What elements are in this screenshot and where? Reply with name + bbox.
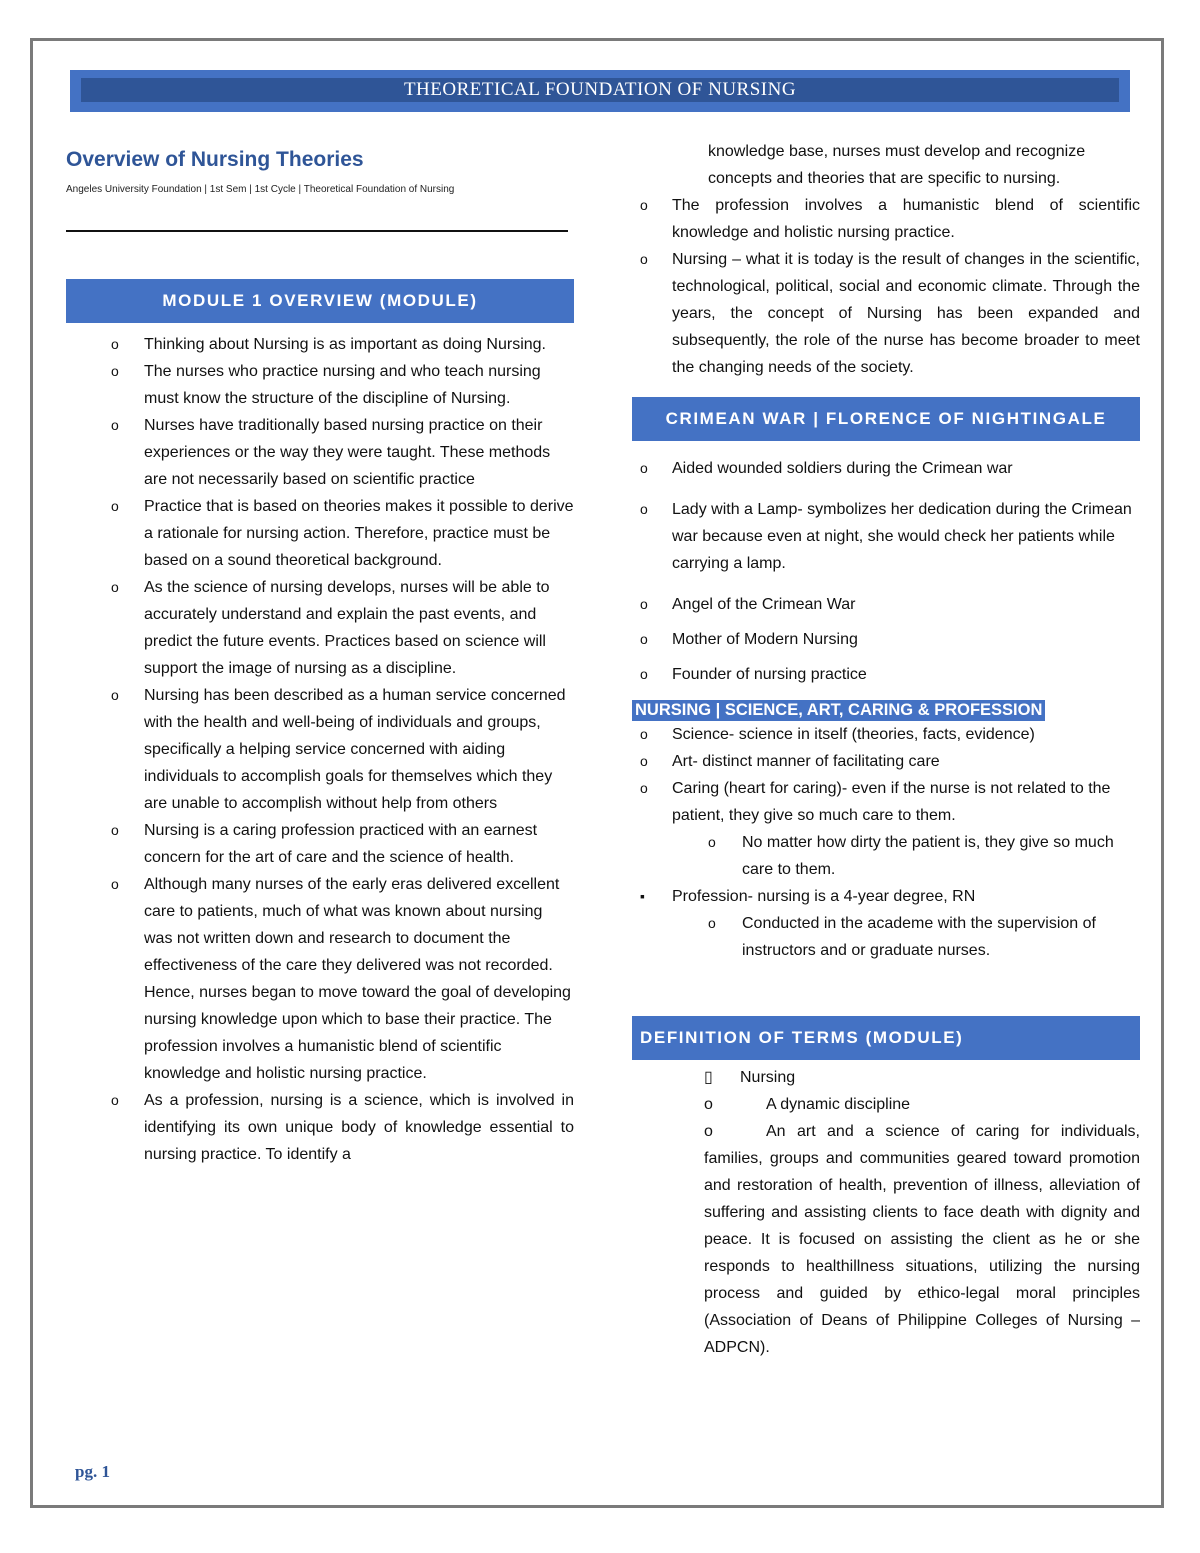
- list-item: ▪ Profession- nursing is a 4-year degree, RN: [632, 883, 1140, 910]
- bullet-marker: o: [704, 1096, 713, 1113]
- list-item: o Nursing is a caring profession practiced with an earnest concern for the art of care and the science of health.: [66, 817, 574, 871]
- bullet-marker: o: [111, 876, 119, 892]
- science-list: [632, 721, 1140, 829]
- list-item: o As the science of nursing develops, nurses will be able to accurately understand and explain the past events, and predict the future events. Practices based on science will support the image of nursing as a discipline.: [66, 574, 574, 682]
- list-item: o Nurses have traditionally based nursing practice on their experiences or the way they were taught. These methods are not necessarily based on scientific practice: [66, 412, 574, 493]
- list-item: o Conducted in the academe with the supervision of instructors and or graduate nurses.: [632, 910, 1140, 964]
- bullet-marker: o: [640, 251, 648, 267]
- right-list: [632, 192, 1140, 381]
- bullet-marker: o: [704, 1123, 713, 1140]
- section-module-overview-label: MODULE 1 OVERVIEW (MODULE): [162, 291, 478, 310]
- bullet-marker: o: [640, 753, 648, 769]
- list-item: o Science- science in itself (theories, facts, evidence): [632, 721, 1140, 748]
- bullet-marker: o: [111, 417, 119, 433]
- list-item: o Mother of Modern Nursing: [632, 626, 1140, 653]
- list-item: o Angel of the Crimean War: [632, 591, 1140, 618]
- list-item: o Art- distinct manner of facilitating care: [632, 748, 1140, 775]
- list-item: o No matter how dirty the patient is, they give so much care to them.: [632, 829, 1140, 883]
- continued-text: knowledge base, nurses must develop and recognize concepts and theories that are specific to nursing.: [708, 143, 1086, 187]
- page-number: pg. 1: [75, 1462, 110, 1481]
- module-list: [66, 331, 574, 1168]
- section-module-overview: [66, 279, 574, 323]
- section-crimean-label: CRIMEAN WAR | FLORENCE OF NIGHTINGALE: [665, 409, 1107, 428]
- profession-sublist: [632, 910, 1140, 964]
- list-item: o Founder of nursing practice: [632, 661, 1140, 688]
- bullet-marker: o: [111, 822, 119, 838]
- list-item: o Nursing – what it is today is the result of changes in the scientific, technological, political, social and economic climate. Through the years, the concept of Nursing has been expanded and subsequently, the role of the nurse has become broader to meet the changing needs of the society.: [632, 246, 1140, 381]
- crimean-list: [632, 455, 1140, 688]
- list-item: o The nurses who practice nursing and who teach nursing must know the structure of the discipline of Nursing.: [66, 358, 574, 412]
- list-item: o As a profession, nursing is a science, which is involved in identifying its own unique body of knowledge essential to nursing practice. To identify a: [66, 1087, 574, 1168]
- profession-list: [632, 883, 1140, 910]
- bullet-marker: o: [708, 834, 716, 850]
- header-title: THEORETICAL FOUNDATION OF NURSING: [403, 79, 797, 100]
- bullet-marker: o: [111, 687, 119, 703]
- bullet-marker: o: [640, 596, 648, 612]
- bullet-marker: o: [708, 915, 716, 931]
- section-definitions: [632, 1016, 1140, 1060]
- list-item: o Aided wounded soldiers during the Crimean war: [632, 455, 1140, 482]
- list-item: o The profession involves a humanistic blend of scientific knowledge and holistic nursing practice.: [632, 192, 1140, 246]
- list-item: o Practice that is based on theories makes it possible to derive a rationale for nursing action. Therefore, practice must be based on a sound theoretical background.: [66, 493, 574, 574]
- section-nursing-science: NURSING | SCIENCE, ART, CARING & PROFESSION: [632, 700, 1045, 721]
- section-crimean: [632, 397, 1140, 441]
- title-rule: [66, 230, 568, 232]
- definition-line: o A dynamic discipline: [704, 1091, 1140, 1118]
- definition-term: ▯ Nursing: [704, 1064, 1140, 1091]
- section-definitions-label: DEFINITION OF TERMS (MODULE): [640, 1028, 964, 1047]
- bullet-marker: o: [111, 1092, 119, 1108]
- doc-title: Overview of Nursing Theories: [66, 148, 364, 171]
- bullet-marker: o: [640, 197, 648, 213]
- bullet-marker: o: [111, 498, 119, 514]
- right-column: [632, 138, 1140, 1361]
- header-inner: [81, 78, 1119, 102]
- bullet-marker: o: [640, 780, 648, 796]
- list-item: o Thinking about Nursing is as important as doing Nursing.: [66, 331, 574, 358]
- definition-text: o An art and a science of caring for individuals, families, groups and communities geared toward promotion and restoration of health, prevention of illness, alleviation of suffering and assisting clients to face death with dignity and peace. It is focused on assisting the client as he or she responds to healthillness situations, utilizing the nursing process and guided by ethico-legal moral principles (Association of Deans of Philippine Colleges of Nursing – ADPCN).: [704, 1118, 1140, 1361]
- header-band: [70, 70, 1130, 112]
- bullet-marker: o: [111, 363, 119, 379]
- list-item: o Lady with a Lamp- symbolizes her dedication during the Crimean war because even at night, she would check her patients while carrying a lamp.: [632, 496, 1140, 577]
- left-column: [66, 148, 574, 1168]
- bullet-marker: o: [111, 579, 119, 595]
- bullet-marker: o: [111, 336, 119, 352]
- bullet-marker: o: [640, 631, 648, 647]
- box-bullet-icon: ▯: [704, 1069, 713, 1086]
- list-item: o Caring (heart for caring)- even if the nurse is not related to the patient, they give so much care to them.: [632, 775, 1140, 829]
- bullet-marker: o: [640, 460, 648, 476]
- caring-sublist: [632, 829, 1140, 883]
- doc-subtitle: Angeles University Foundation | 1st Sem | 1st Cycle | Theoretical Foundation of Nursing: [66, 184, 455, 195]
- square-bullet-icon: ▪: [640, 888, 645, 904]
- bullet-marker: o: [640, 726, 648, 742]
- bullet-marker: o: [640, 666, 648, 682]
- list-item: o Although many nurses of the early eras delivered excellent care to patients, much of what was known about nursing was not written down and research to document the effectiveness of the care they delivered was not recorded. Hence, nurses began to move toward the goal of developing nursing knowledge upon which to base their practice. The profession involves a humanistic blend of scientific knowledge and holistic nursing practice.: [66, 871, 574, 1087]
- definitions-block: [632, 1064, 1140, 1361]
- bullet-marker: o: [640, 501, 648, 517]
- list-item: o Nursing has been described as a human service concerned with the health and well-being of individuals and groups, specifically a helping service concerned with aiding individuals to accomplish goals for themselves which they are unable to accomplish without help from others: [66, 682, 574, 817]
